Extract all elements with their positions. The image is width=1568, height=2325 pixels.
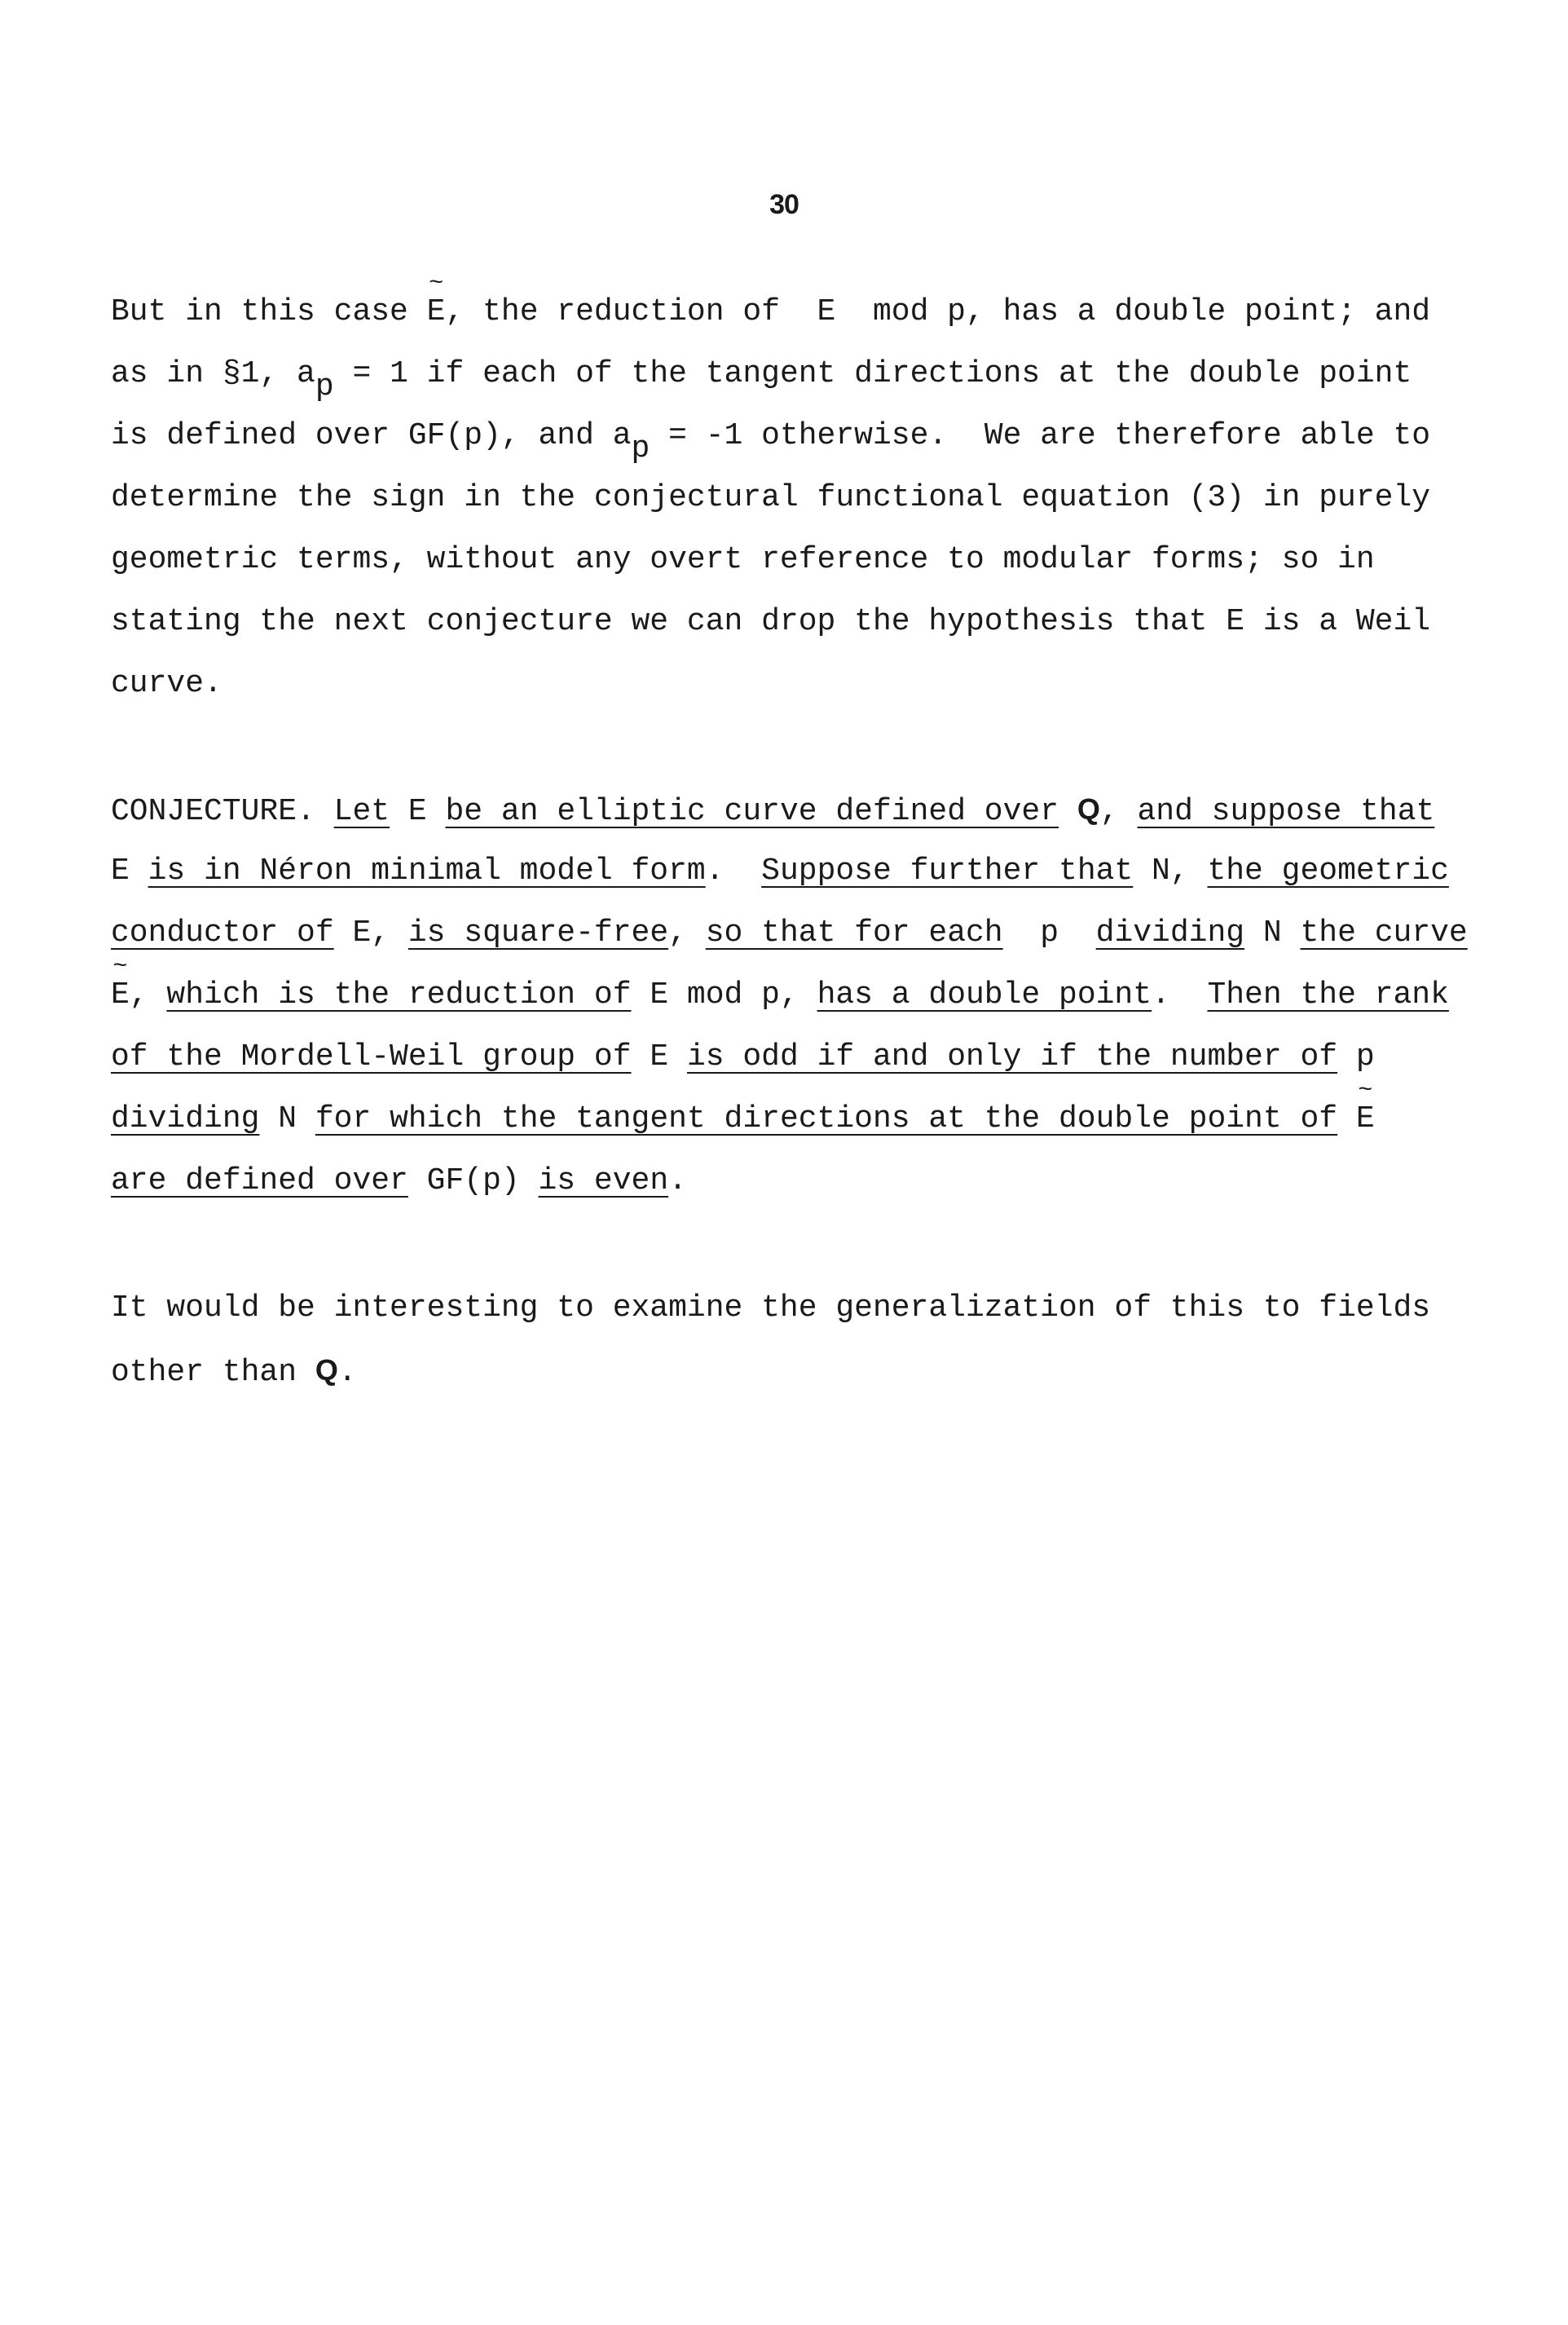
text-line: ~ E, which is the reduction of E mod p, has a double point. Then the rank — [111, 975, 1449, 1016]
text-line: dividing N for which the tangent directions at the double point of ~ E — [111, 1099, 1375, 1140]
e-tilde-symbol: ~ E — [111, 975, 130, 1016]
text-line: stating the next conjecture we can drop the hypothesis that E is a Weil — [111, 604, 1431, 639]
e-tilde-symbol: ~ E — [427, 292, 446, 333]
text-line: conductor of E, is square-free, so that for each p dividing N the curve — [111, 915, 1468, 951]
text-line: determine the sign in the conjectural functional equation (3) in purely — [111, 480, 1431, 515]
page-number: 30 — [769, 189, 799, 220]
text-line: curve. — [111, 666, 222, 701]
text-line: of the Mordell-Weil group of E is odd if and only if the number of p — [111, 1039, 1375, 1074]
text-line: But in this case ~ E, the reduction of E mod p, has a double point; and — [111, 292, 1430, 333]
subscript-p: p — [315, 369, 334, 404]
e-tilde-symbol: ~ E — [1356, 1099, 1375, 1140]
text-line: E is in Néron minimal model form. Suppose further that N, the geometric — [111, 854, 1449, 889]
rationals-symbol: Q — [315, 1353, 338, 1387]
text-line: are defined over GF(p) is even. — [111, 1163, 687, 1198]
text-line: It would be interesting to examine the generalization of this to fields — [111, 1290, 1431, 1326]
text-line: as in §1, ap = 1 if each of the tangent directions at the double point — [111, 356, 1412, 404]
rationals-symbol: Q — [1077, 792, 1100, 826]
text-line: geometric terms, without any overt reference to modular forms; so in — [111, 542, 1375, 577]
subscript-p: p — [631, 431, 650, 466]
text-line: other than Q. — [111, 1353, 357, 1390]
text-line: is defined over GF(p), and ap = -1 otherwise. We are therefore able to — [111, 418, 1431, 466]
text-line: CONJECTURE. Let E be an elliptic curve defined over Q, and suppose that — [111, 792, 1435, 829]
